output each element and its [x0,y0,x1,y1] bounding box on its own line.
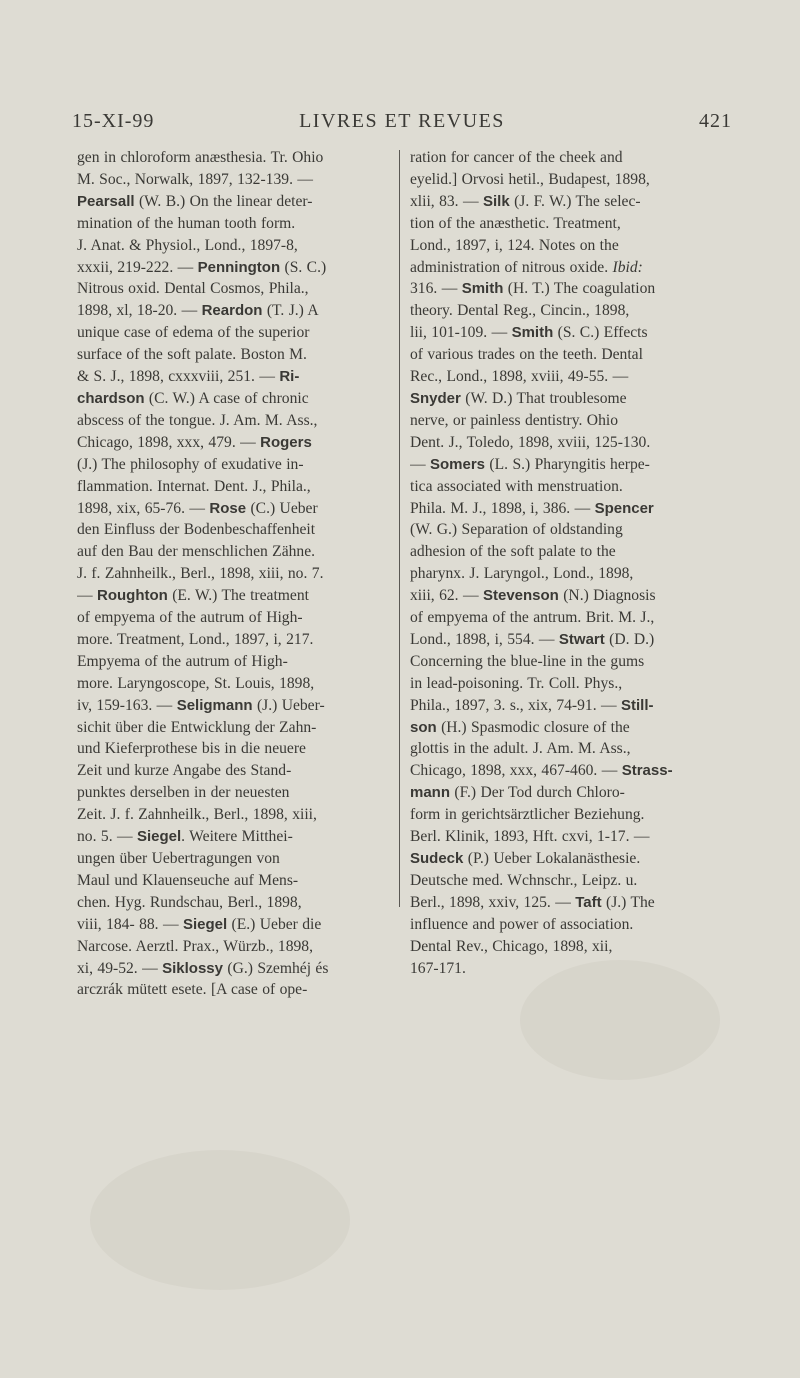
page-number: 421 [699,110,732,132]
text-line [410,322,734,344]
text-line [77,300,401,322]
citation-text: (J.) The [601,893,655,911]
citation-text: (E. W.) The treatment [167,587,309,605]
text-line [410,585,734,607]
citation-text: (S. C.) [280,258,327,276]
citation-text: — [410,455,430,473]
text-line [410,607,734,629]
citation-text: Rec., Lond., 1898, xviii, 49-55. — [410,368,629,386]
citation-text: . Weitere Mitthei- [181,828,293,846]
text-line [77,914,401,936]
author-name: mann [410,784,451,802]
text-line [77,147,401,169]
text-line [410,629,734,651]
text-line [410,432,734,454]
author-name: Roughton [97,587,168,605]
text-line [77,738,401,760]
citation-text: — [77,587,97,605]
citation-text: J. Anat. & Physiol., Lond., 1897-8, [77,236,298,254]
citation-text: Chicago, 1898, xxx, 479. — [77,433,261,451]
text-line [410,388,734,410]
author-name: Snyder [410,389,461,407]
text-line [410,300,734,322]
author-name: Sudeck [410,850,464,867]
text-line [77,717,401,739]
citation-text: adhesion of the soft palate to the [410,543,616,561]
text-line [410,892,734,914]
citation-text: influence and power of association. [410,915,634,933]
text-line [77,257,401,279]
text-line [410,651,734,673]
citation-text: (C.) Ueber [246,499,318,517]
text-line [410,760,734,782]
text-line [77,169,401,191]
citation-text: (H. T.) The coagulation [503,280,656,298]
citation-text: (C. W.) A case of chronic [144,389,309,407]
left-text-column [77,147,401,1001]
citation-text: sichit über die Entwicklung der Zahn- [77,718,317,736]
text-line [77,344,401,366]
text-line [410,454,734,476]
citation-text: more. Laryngoscope, St. Louis, 1898, [77,674,315,692]
text-line [410,782,734,804]
citation-text: (W. G.) Separation of oldstanding [410,521,623,539]
citation-text: Zeit. J. f. Zahnheilk., Berl., 1898, xiii, [77,806,317,824]
text-line [77,410,401,432]
citation-text: M. Soc., Norwalk, 1897, 132-139. — [77,170,313,188]
citation-text: (L. S.) Pharyngitis herpe- [485,455,650,473]
citation-text: Nitrous oxid. Dental Cosmos, Phila., [77,280,309,298]
text-line [410,804,734,826]
citation-text: punktes derselben in der neuesten [77,784,290,802]
citation-text: (N.) Diagnosis [558,587,656,605]
text-line [410,213,734,235]
citation-text: tion of the anæsthetic. Treatment, [410,214,621,232]
citation-text: den Einfluss der Bodenbeschaffenheit [77,521,316,539]
citation-text: ungen über Uebertragungen von [77,850,280,867]
citation-text: Deutsche med. Wchnschr., Leipz. u. [410,871,638,889]
citation-text: Berl., 1898, xxiv, 125. — [410,893,576,911]
citation-text: mination of the human tooth form. [77,214,296,232]
author-name: Somers [430,455,486,473]
text-line [410,344,734,366]
author-name: Smith [511,324,554,342]
citation-text: (J.) The philosophy of exudative in- [77,455,304,473]
text-line [410,476,734,498]
author-name: Pennington [197,258,281,276]
citation-text: Berl. Klinik, 1893, Hft. cxvi, 1-17. — [410,828,650,846]
citation-text: glottis in the adult. J. Am. M. Ass., [410,740,631,758]
citation-text: Phila., 1897, 3. s., xix, 74-91. — [410,696,621,714]
citation-text: (E.) Ueber die [227,915,322,933]
citation-text: (S. C.) Effects [553,324,648,342]
author-name: Silk [482,192,510,210]
text-line [77,541,401,563]
author-name: Pearsall [77,192,135,210]
author-name: Taft [575,893,602,911]
author-name: Seligmann [176,696,253,714]
text-line [77,519,401,541]
citation-text: ration for cancer of the cheek and [410,149,623,166]
citation-text: in lead-poisoning. Tr. Coll. Phys., [410,674,623,692]
citation-text: viii, 184- 88. — [77,915,183,933]
author-name: Stwart [558,630,605,648]
text-line [410,257,734,279]
citation-text: arczrák mütett esete. [A case of ope- [77,981,308,999]
paper-stain [90,1150,350,1290]
citation-text: Lond., 1898, i, 554. — [410,630,559,648]
citation-text: (D. D.) [604,630,655,648]
author-name: Rose [209,499,247,517]
author-name: Spencer [594,499,654,517]
citation-text: Narcose. Aerztl. Prax., Würzb., 1898, [77,937,313,955]
citation-text: flammation. Internat. Dent. J., Phila., [77,477,311,495]
text-line [410,541,734,563]
citation-text: 167-171. [410,959,466,977]
citation-text: J. f. Zahnheilk., Berl., 1898, xiii, no. 7. [77,565,324,583]
citation-text: Dental Rev., Chicago, 1898, xii, [410,937,613,955]
citation-text: & S. J., 1898, cxxxviii, 251. — [77,368,280,386]
author-name: Smith [461,280,504,298]
citation-text: abscess of the tongue. J. Am. M. Ass., [77,411,318,429]
issue-date: 15-XI-99 [72,110,155,132]
citation-text: Maul und Klauenseuche auf Mens- [77,871,299,889]
author-name: Siegel [136,828,182,846]
text-line [410,519,734,541]
citation-text: (F.) Der Tod durch Chloro- [450,784,625,802]
text-line [77,826,401,848]
text-line [77,432,401,454]
text-line [77,673,401,695]
text-line [410,695,734,717]
text-line [410,673,734,695]
citation-text: xiii, 62. — [410,587,483,605]
citation-text: (G.) Szemhéj és [222,959,329,977]
journal-section-title: LIVRES ET REVUES [299,110,505,132]
citation-text: (W. B.) On the linear deter- [134,192,313,210]
column-divider [399,150,400,907]
citation-text: xxxii, 219-222. — [77,258,198,276]
citation-text: of empyema of the antrum. Brit. M. J., [410,609,655,627]
text-line [77,235,401,257]
text-line [410,191,734,213]
running-head [72,110,732,140]
text-line [77,498,401,520]
citation-text: (T. J.) A [262,302,319,320]
text-line [410,738,734,760]
citation-text: Lond., 1897, i, 124. Notes on the [410,236,619,254]
citation-text: chen. Hyg. Rundschau, Berl., 1898, [77,893,302,911]
citation-text: und Kieferprothese bis in die neuere [77,740,306,758]
text-line [410,498,734,520]
right-text-column [410,147,734,979]
text-line [410,147,734,169]
text-line [410,717,734,739]
citation-text: iv, 159-163. — [77,696,177,714]
citation-text: Phila. M. J., 1898, i, 386. — [410,499,595,517]
citation-text: lii, 101-109. — [410,324,512,342]
citation-text: nerve, or painless dentistry. Ohio [410,411,618,429]
author-name: Siklossy [162,959,223,977]
citation-text: administration of nitrous oxide. [410,258,613,276]
citation-text: pharynx. J. Laryngol., Lond., 1898, [410,565,634,583]
text-line [77,782,401,804]
citation-text: Concerning the blue-line in the gums [410,652,645,670]
author-name: son [410,718,437,736]
text-line [77,695,401,717]
citation-text: form in gerichtsärztlicher Beziehung. [410,806,645,824]
italic-text: Ibid: [612,258,643,276]
text-line [410,914,734,936]
citation-text: auf den Bau der menschlichen Zähne. [77,543,316,561]
text-line [77,936,401,958]
citation-text: (J.) Ueber- [252,696,325,714]
text-line [77,629,401,651]
citation-text: of various trades on the teeth. Dental [410,346,643,364]
text-line [77,388,401,410]
text-line [410,235,734,257]
text-line [410,169,734,191]
text-line [77,607,401,629]
citation-text: xlii, 83. — [410,192,483,210]
author-name: Siegel [182,915,228,933]
text-line [77,958,401,980]
text-line [77,760,401,782]
citation-text: (J. F. W.) The selec- [509,192,641,210]
text-line [77,870,401,892]
text-line [77,278,401,300]
citation-text: unique case of edema of the superior [77,324,310,342]
citation-text: theory. Dental Reg., Cincin., 1898, [410,302,630,320]
citation-text: (W. D.) That troublesome [460,389,627,407]
citation-text: eyelid.] Orvosi hetil., Budapest, 1898, [410,170,650,188]
text-line [410,826,734,848]
author-name: Still- [621,696,654,714]
citation-text: xi, 49-52. — [77,959,163,977]
text-line [77,191,401,213]
citation-text: 1898, xix, 65-76. — [77,499,210,517]
author-name: Rogers [260,433,312,451]
citation-text: (P.) Ueber Lokalanästhesie. [463,850,641,867]
text-line [77,651,401,673]
citation-text: surface of the soft palate. Boston M. [77,346,307,364]
text-line [410,278,734,300]
author-name: Reardon [201,302,263,320]
text-line [77,563,401,585]
citation-text: (H.) Spasmodic closure of the [436,718,630,736]
citation-text: more. Treatment, Lond., 1897, i, 217. [77,630,314,648]
citation-text: 316. — [410,280,462,298]
citation-text: Zeit und kurze Angabe des Stand- [77,762,292,780]
text-line [410,936,734,958]
citation-text: Dent. J., Toledo, 1898, xviii, 125-130. [410,433,651,451]
author-name: Ri- [279,368,300,386]
text-line [410,958,734,980]
text-line [77,322,401,344]
citation-text: tica associated with menstruation. [410,477,623,495]
author-name: Stevenson [482,587,559,605]
author-name: Strass- [621,762,673,780]
text-line [410,366,734,388]
citation-text: no. 5. — [77,828,137,846]
text-line [77,476,401,498]
text-line [77,979,401,1001]
text-line [77,454,401,476]
text-line [410,870,734,892]
text-line [410,848,734,870]
text-line [410,563,734,585]
text-line [410,410,734,432]
text-line [77,213,401,235]
text-line [77,366,401,388]
text-line [77,892,401,914]
text-line [77,804,401,826]
text-line [77,848,401,870]
citation-text: Empyema of the autrum of High- [77,652,288,670]
citation-text: Chicago, 1898, xxx, 467-460. — [410,762,622,780]
author-name: chardson [77,389,145,407]
citation-text: gen in chloroform anæsthesia. Tr. Ohio [77,149,324,166]
citation-text: of empyema of the autrum of High- [77,609,303,627]
text-line [77,585,401,607]
citation-text: 1898, xl, 18-20. — [77,302,202,320]
